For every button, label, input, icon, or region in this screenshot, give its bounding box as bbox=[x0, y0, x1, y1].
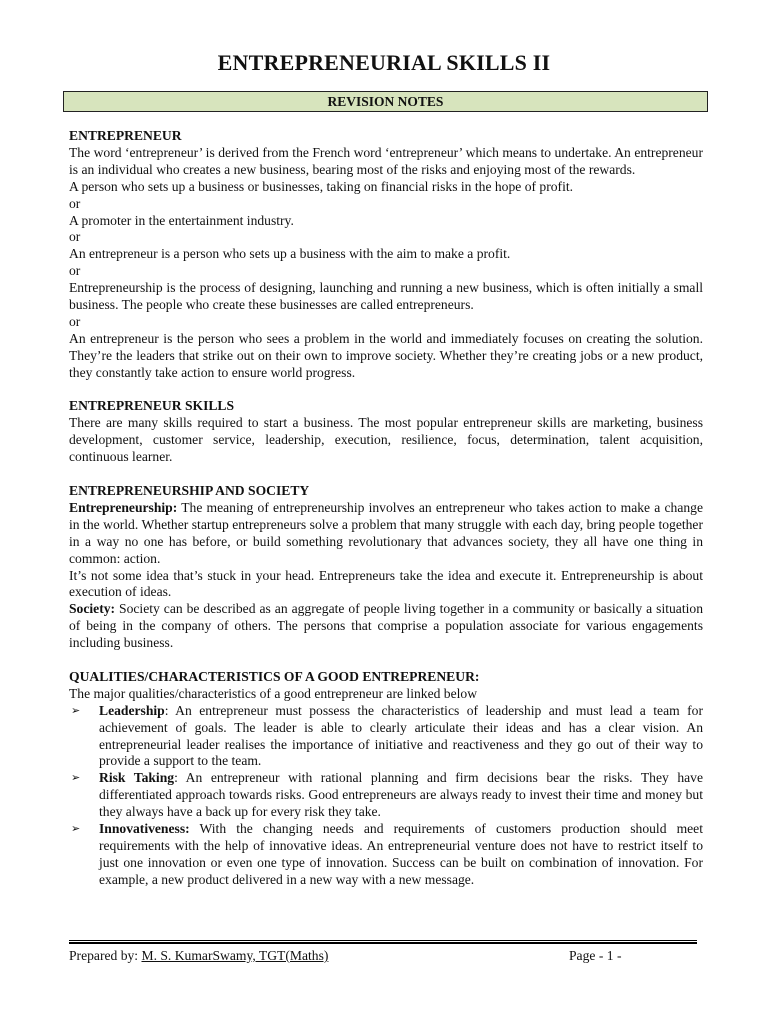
arrow-bullet-icon: ➢ bbox=[71, 823, 81, 836]
page-number: Page - 1 - bbox=[569, 948, 622, 963]
document-body bbox=[69, 128, 703, 889]
list-item bbox=[69, 821, 703, 889]
paragraph bbox=[69, 601, 703, 652]
page-title: ENTREPRENEURIAL SKILLS II bbox=[217, 50, 551, 75]
paragraph: A person who sets up a business or businesses, taking on financial risks in the hope of profit. bbox=[69, 178, 574, 194]
section-heading-entrepreneur: ENTREPRENEUR bbox=[69, 128, 182, 143]
paragraph: An entrepreneur is a person who sets up a business with the aim to make a profit. bbox=[69, 246, 511, 262]
paragraph: There are many skills required to start a business. The most popular entrepreneur skills are marketing, business development, customer service, leadership, execution, resilience, focus, determination, talent acquisition, continuous learner. bbox=[69, 415, 703, 465]
section-heading-qualities: QUALITIES/CHARACTERISTICS OF A GOOD ENTREPRENEUR: bbox=[69, 668, 480, 684]
section-heading-society: ENTREPRENEURSHIP AND SOCIETY bbox=[69, 483, 310, 498]
section-heading-skills: ENTREPRENEUR SKILLS bbox=[69, 398, 235, 414]
list-item bbox=[69, 703, 703, 771]
arrow-bullet-icon: ➢ bbox=[71, 704, 81, 717]
qualities-list bbox=[69, 703, 703, 889]
spacer bbox=[69, 652, 703, 669]
footer-prefix: Prepared by: bbox=[69, 948, 142, 963]
item-label: Leadership bbox=[99, 702, 165, 718]
spacer bbox=[69, 466, 703, 483]
or-separator: or bbox=[69, 263, 81, 279]
paragraph bbox=[69, 500, 703, 568]
arrow-bullet-icon: ➢ bbox=[71, 772, 81, 785]
paragraph: A promoter in the entertainment industry. bbox=[69, 212, 294, 228]
item-text: With the changing needs and requirements of customers production should meet requirements with the help of innovative ideas. An entrepreneurial venture does not have to restrict itself to just one innovation or even one type of innovation. Success can be built on combination of innovation. For example, a new product delivered in a new way with a new message. bbox=[99, 821, 703, 887]
term-text: The meaning of entrepreneurship involves an entrepreneur who takes action to make a change in the world. Whether startup entrepreneurs solve a problem that many struggle with each day, bring people together in a way no one has before, or build something revolutionary that advances society, they all have one thing in common: action. bbox=[69, 499, 703, 566]
item-label: Risk Taking bbox=[99, 770, 175, 786]
item-text: : An entrepreneur must possess the characteristics of leadership and must lead a team for achievement of goals. The leader is able to clearly articulate their ideas and has a clear vision. An entrepreneurial leader realises the importance of initiative and reactiveness and they go out of their way to provide a support to the team. bbox=[99, 702, 703, 769]
paragraph: An entrepreneur is the person who sees a problem in the world and immediately focuses on creating the solution. They’re the leaders that strike out on their own to improve society. Whether they’re creating jobs or a new product, they constantly take action to ensure world progress. bbox=[69, 330, 703, 380]
spacer bbox=[69, 382, 703, 399]
item-label: Innovativeness: bbox=[99, 821, 190, 837]
or-separator: or bbox=[69, 195, 81, 211]
footer-author: M. S. KumarSwamy, TGT(Maths) bbox=[141, 948, 329, 963]
term-label: Entrepreneurship: bbox=[69, 499, 178, 515]
term-text: Society can be described as an aggregate of people living together in a community or basically a situation of being in the company of others. The persons that comprise a population associate for various engagements including business. bbox=[69, 601, 703, 651]
paragraph: The word ‘entrepreneur’ is derived from the French word ‘entrepreneur’ which means to undertake. An entrepreneur is an individual who creates a new business, bearing most of the risks and enjoying most of the rewards. bbox=[69, 144, 703, 177]
paragraph: It’s not some idea that’s stuck in your head. Entrepreneurs take the idea and execute it. Entrepreneurship is about execution of ideas. bbox=[69, 567, 703, 600]
paragraph: The major qualities/characteristics of a good entrepreneur are linked below bbox=[69, 685, 478, 701]
or-separator: or bbox=[69, 229, 81, 245]
item-text: : An entrepreneur with rational planning and firm decisions bear the risks. They have differentiated approach towards risks. Good entrepreneurs are always ready to invest their time and money but they always have a back up for every risk they take. bbox=[99, 770, 703, 820]
or-separator: or bbox=[69, 313, 81, 329]
list-item bbox=[69, 770, 703, 821]
term-label: Society: bbox=[69, 601, 116, 617]
footer-divider bbox=[69, 940, 697, 944]
paragraph: Entrepreneurship is the process of designing, launching and running a new business, which is often initially a small business. The people who create these businesses are called entrepreneurs. bbox=[69, 280, 703, 313]
revision-notes-banner: REVISION NOTES bbox=[63, 91, 708, 112]
footer-credit bbox=[69, 948, 328, 964]
